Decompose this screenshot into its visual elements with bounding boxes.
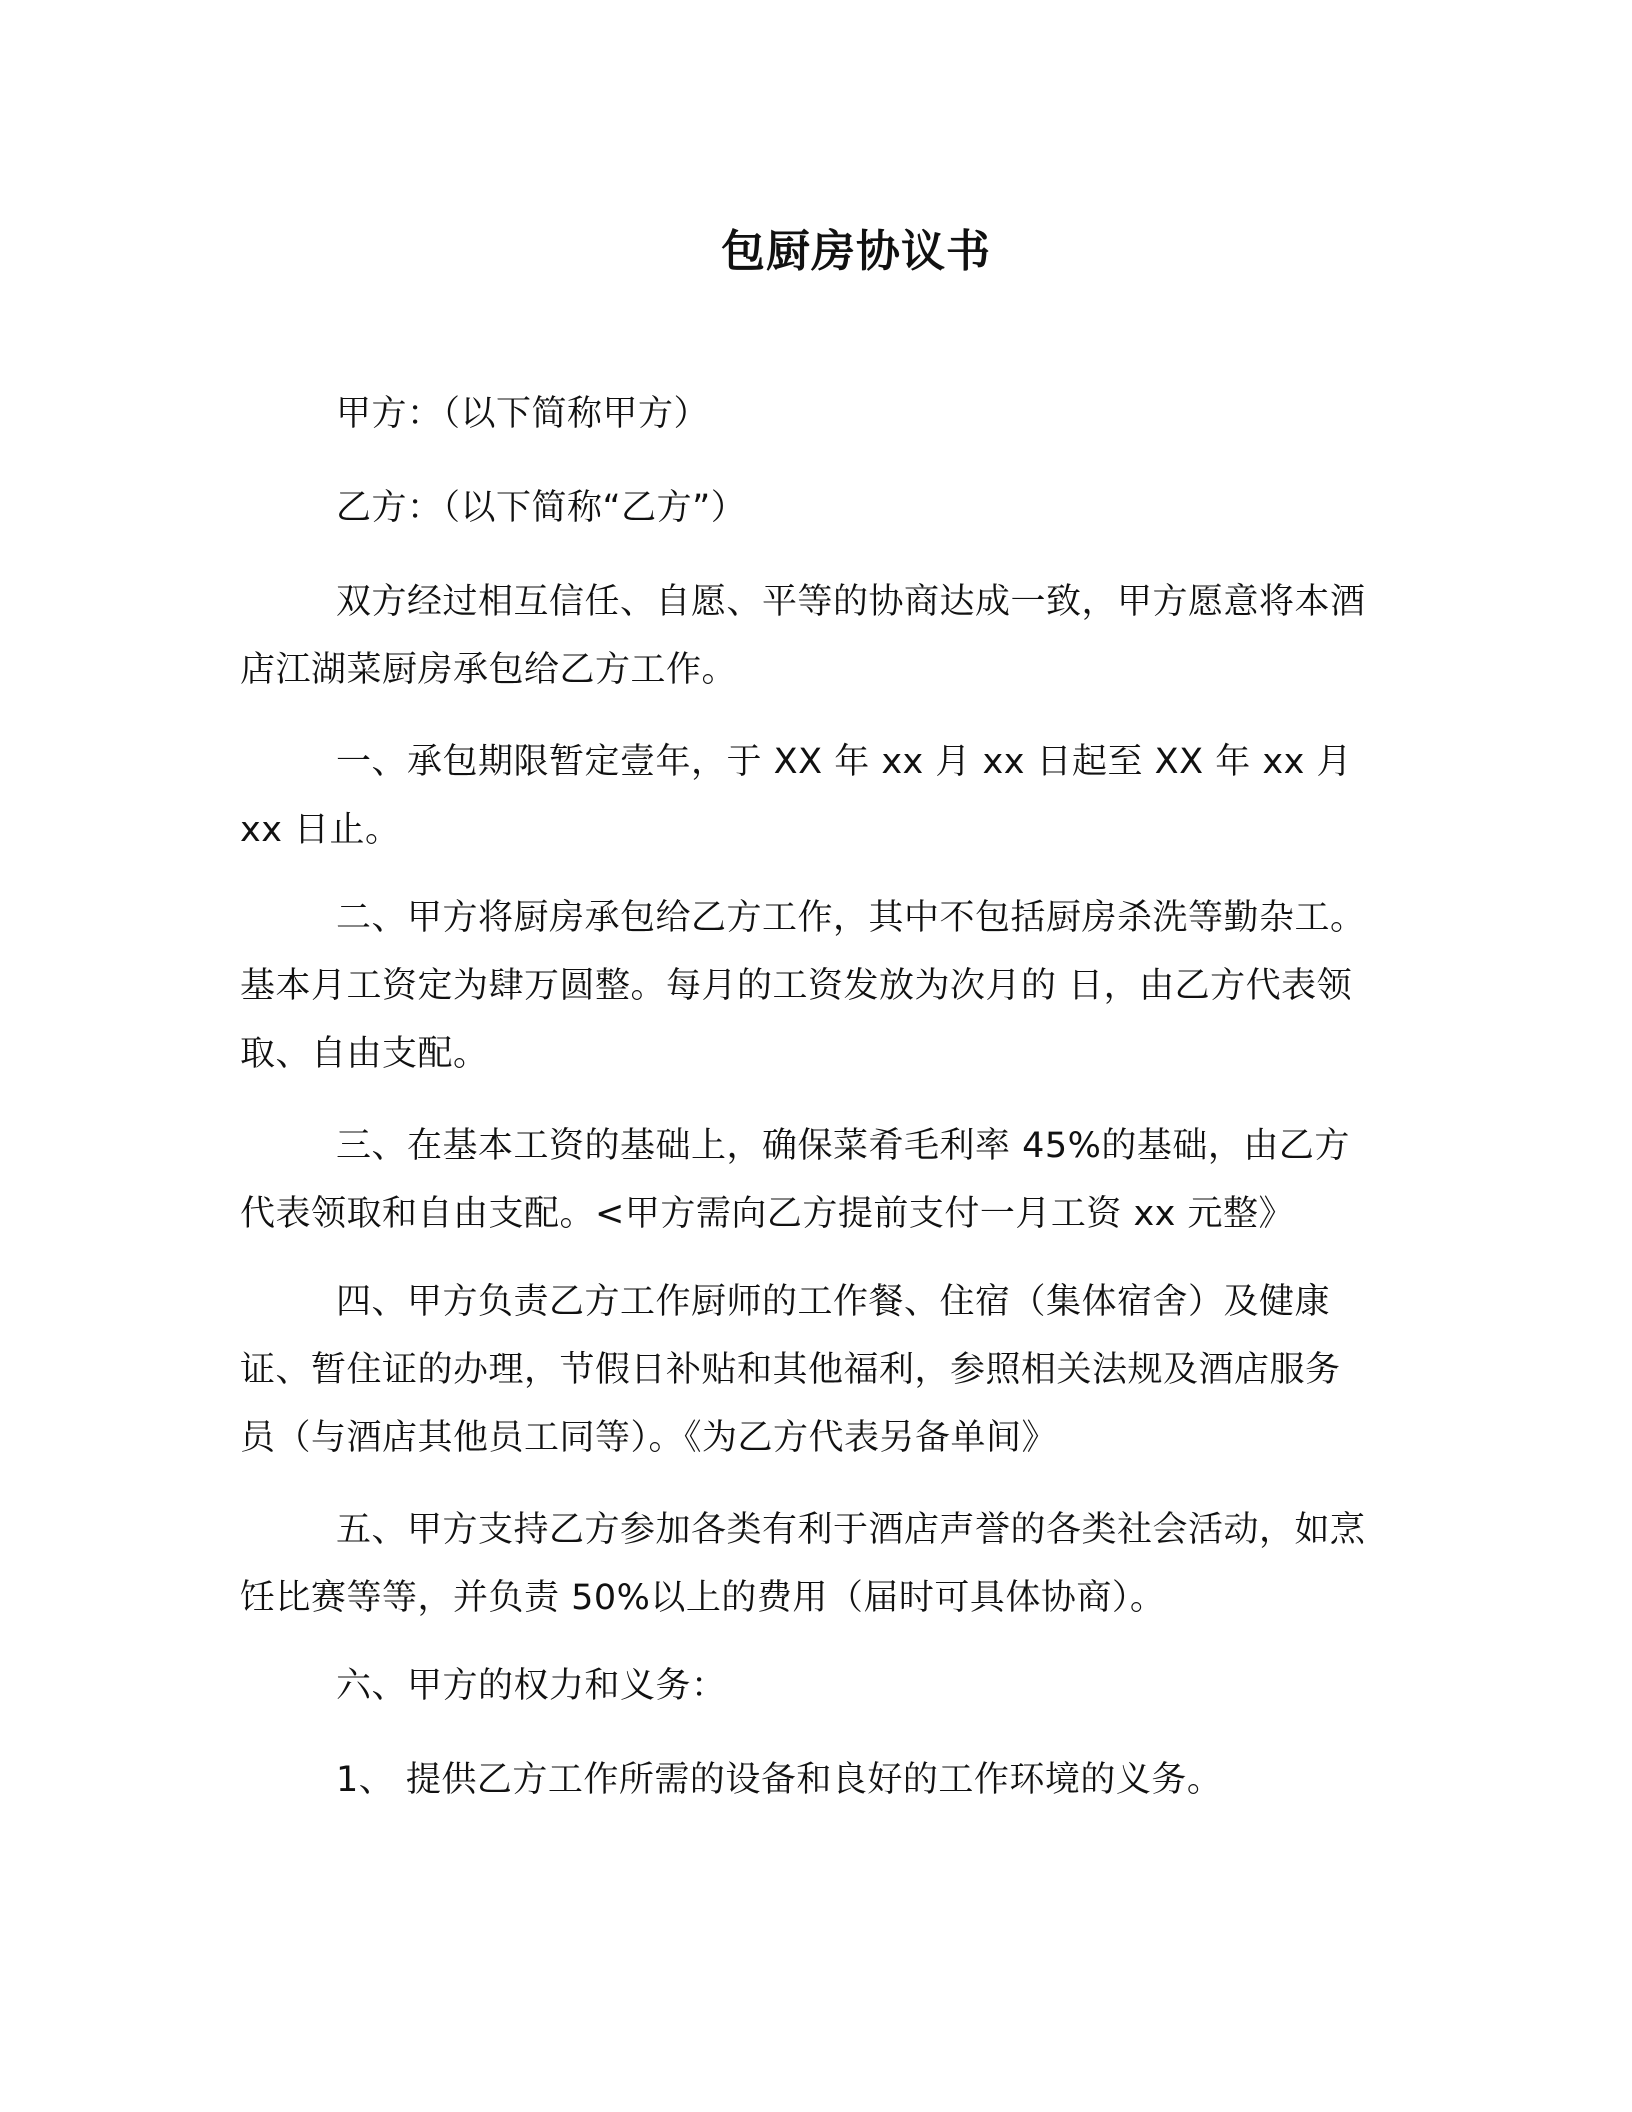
paragraph-clause-1: 一、承包期限暂定壹年，于 XX 年 xx 月 xx 日起至 XX 年 xx 月 xx 日止。 xyxy=(240,742,1352,850)
paragraph-clause-3: 三、在基本工资的基础上，确保菜肴毛利率 45%的基础，由乙方代表领取和自由支配。<甲方需向乙方提前支付一月工资 xx 元整》 xyxy=(240,1126,1350,1234)
paragraph-party-a: 甲方：（以下简称甲方） xyxy=(336,394,710,434)
paragraph-clause-5: 五、甲方支持乙方参加各类有利于酒店声誉的各类社会活动，如烹饪比赛等等，并负责 50%以上的费用（届时可具体协商）。 xyxy=(240,1510,1366,1618)
paragraph-clause-6-item-1: 1、 提供乙方工作所需的设备和良好的工作环境的义务。 xyxy=(336,1760,1223,1800)
paragraph-clause-4: 四、甲方负责乙方工作厨师的工作餐、住宿（集体宿舍）及健康证、暂住证的办理，节假日补贴和其他福利，参照相关法规及酒店服务员（与酒店其他员工同等）。《为乙方代表另备单间》 xyxy=(240,1282,1341,1458)
paragraph-preamble: 双方经过相互信任、自愿、平等的协商达成一致，甲方愿意将本酒店江湖菜厨房承包给乙方工作。 xyxy=(240,582,1366,690)
paragraph-clause-6: 六、甲方的权力和义务： xyxy=(336,1666,727,1706)
paragraph-party-b: 乙方：（以下简称“乙方”） xyxy=(336,488,747,528)
paragraph-clause-2: 二、甲方将厨房承包给乙方工作，其中不包括厨房杀洗等勤杂工。基本月工资定为肆万圆整。每月的工资发放为次月的 日，由乙方代表领取、自由支配。 xyxy=(240,898,1366,1074)
document-title: 包厨房协议书 xyxy=(721,226,991,277)
